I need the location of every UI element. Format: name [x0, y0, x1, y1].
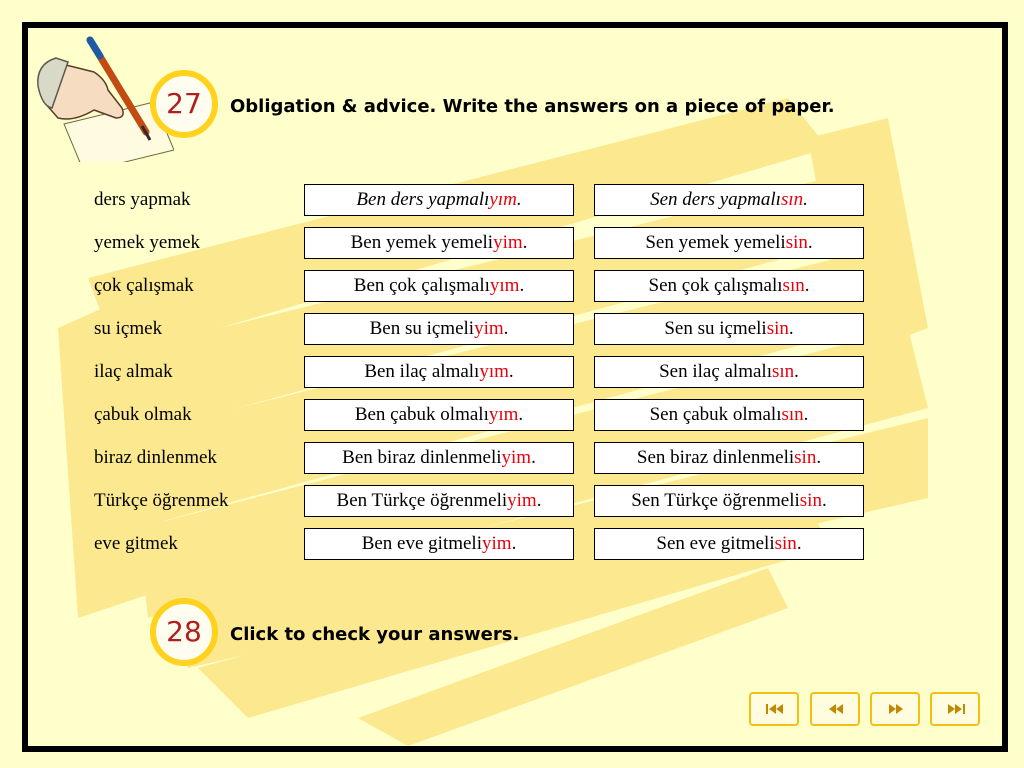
sen-answer-box [594, 442, 864, 474]
ben-answer-suffix: yım [479, 361, 509, 382]
sen-answer-stem: Sen çabuk olmalı [649, 404, 782, 425]
sen-answer-stem: Sen biraz dinlenmeli [636, 447, 795, 468]
sen-answer-period: . [788, 318, 794, 339]
ben-answer-box [304, 399, 574, 431]
sen-answer-period: . [821, 490, 827, 511]
ben-answer-suffix: yım [488, 404, 519, 425]
ben-answer-period: . [522, 232, 528, 253]
ben-answer-stem: Ben çok çalışmalı [353, 275, 490, 296]
sen-answer-suffix: sin [785, 232, 808, 253]
sen-answer-stem: Sen ilaç almalı [659, 361, 772, 382]
sen-answer-suffix: sın [781, 404, 804, 425]
verb-infinitive: çok çalışmak [94, 275, 194, 296]
sen-answer-box [594, 313, 864, 345]
ben-answer-stem: Ben Türkçe öğrenmeli [336, 490, 508, 511]
ben-answer-period: . [511, 533, 517, 554]
next-slide-button[interactable] [870, 692, 920, 726]
verb-infinitive: ilaç almak [94, 361, 173, 382]
sen-answer-suffix: sın [780, 189, 804, 210]
ben-answer-suffix: yim [493, 232, 523, 253]
skip-to-start-icon [764, 702, 786, 716]
sen-answer-box [594, 356, 864, 388]
rewind-icon [825, 702, 847, 716]
sen-answer-period: . [794, 361, 799, 382]
sen-answer-box [594, 528, 864, 560]
exercise-number-badge: 27 [150, 70, 218, 138]
verb-infinitive: çabuk olmak [94, 404, 192, 425]
sen-answer-suffix: sin [799, 490, 822, 511]
sen-answer-suffix: sin [794, 447, 817, 468]
ben-answer-period: . [531, 447, 536, 468]
ben-answer-period: . [518, 404, 524, 425]
sen-answer-box [594, 399, 864, 431]
sen-answer-stem: Sen çok çalışmalı [648, 275, 783, 296]
ben-answer-suffix: yim [482, 533, 512, 554]
check-answers-link[interactable]: Click to check your answers. [230, 624, 520, 645]
sen-answer-box [594, 184, 864, 216]
ben-answer-box [304, 528, 574, 560]
ben-answer-box [304, 227, 574, 259]
ben-answer-suffix: yim [507, 490, 537, 511]
ben-answer-stem: Ben çabuk olmalı [354, 404, 489, 425]
ben-answer-period: . [508, 361, 514, 382]
ben-answer-box [304, 485, 574, 517]
ben-answer-box [304, 184, 574, 216]
skip-to-end-icon [945, 702, 967, 716]
slide-frame [22, 22, 1008, 752]
sen-answer-stem: Sen yemek yemeli [645, 232, 786, 253]
fast-forward-icon [885, 702, 907, 716]
ben-answer-stem: Ben ders yapmalı [356, 189, 490, 210]
ben-answer-stem: Ben biraz dinlenmeli [342, 447, 502, 468]
ben-answer-period: . [536, 490, 542, 511]
verb-infinitive: biraz dinlenmek [94, 447, 217, 468]
ben-answer-box [304, 442, 574, 474]
sen-answer-suffix: sın [771, 361, 795, 382]
last-slide-button[interactable] [930, 692, 980, 726]
sen-answer-period: . [796, 533, 802, 554]
sen-answer-period: . [807, 232, 813, 253]
sen-answer-period: . [816, 447, 822, 468]
sen-answer-period: . [803, 189, 808, 210]
sen-answer-box [594, 227, 864, 259]
check-answers-badge[interactable]: 28 [150, 598, 218, 666]
sen-answer-stem: Sen ders yapmalı [650, 189, 781, 210]
ben-answer-suffix: yım [489, 189, 517, 210]
ben-answer-stem: Ben eve gitmeli [361, 533, 482, 554]
ben-answer-suffix: yim [501, 447, 532, 468]
sen-answer-period: . [803, 404, 809, 425]
ben-answer-period: . [503, 318, 509, 339]
sen-answer-box [594, 270, 864, 302]
sen-answer-box [594, 485, 864, 517]
ben-answer-period: . [519, 275, 525, 296]
first-slide-button[interactable] [749, 692, 799, 726]
ben-answer-period: . [516, 189, 522, 210]
ben-answer-stem: Ben yemek yemeli [350, 232, 494, 253]
ben-answer-stem: Ben su içmeli [369, 318, 475, 339]
verb-infinitive: yemek yemek [94, 232, 201, 253]
ben-answer-suffix: yım [489, 275, 520, 296]
previous-slide-button[interactable] [810, 692, 860, 726]
exercise-instruction: Obligation & advice. Write the answers on a piece of paper. [230, 96, 835, 117]
verb-infinitive: su içmek [94, 318, 163, 339]
sen-answer-suffix: sin [766, 318, 789, 339]
ben-answer-stem: Ben ilaç almalı [364, 361, 480, 382]
ben-answer-box [304, 356, 574, 388]
ben-answer-box [304, 270, 574, 302]
ben-answer-box [304, 313, 574, 345]
sen-answer-stem: Sen su içmeli [664, 318, 767, 339]
sen-answer-stem: Sen eve gitmeli [656, 533, 775, 554]
sen-answer-period: . [804, 275, 810, 296]
ben-answer-suffix: yim [474, 318, 504, 339]
sen-answer-suffix: sın [782, 275, 805, 296]
sen-answer-suffix: sin [774, 533, 797, 554]
verb-infinitive: eve gitmek [94, 533, 178, 554]
verb-infinitive: Türkçe öğrenmek [94, 490, 229, 511]
verb-infinitive: ders yapmak [94, 189, 191, 210]
sen-answer-stem: Sen Türkçe öğrenmeli [631, 490, 800, 511]
